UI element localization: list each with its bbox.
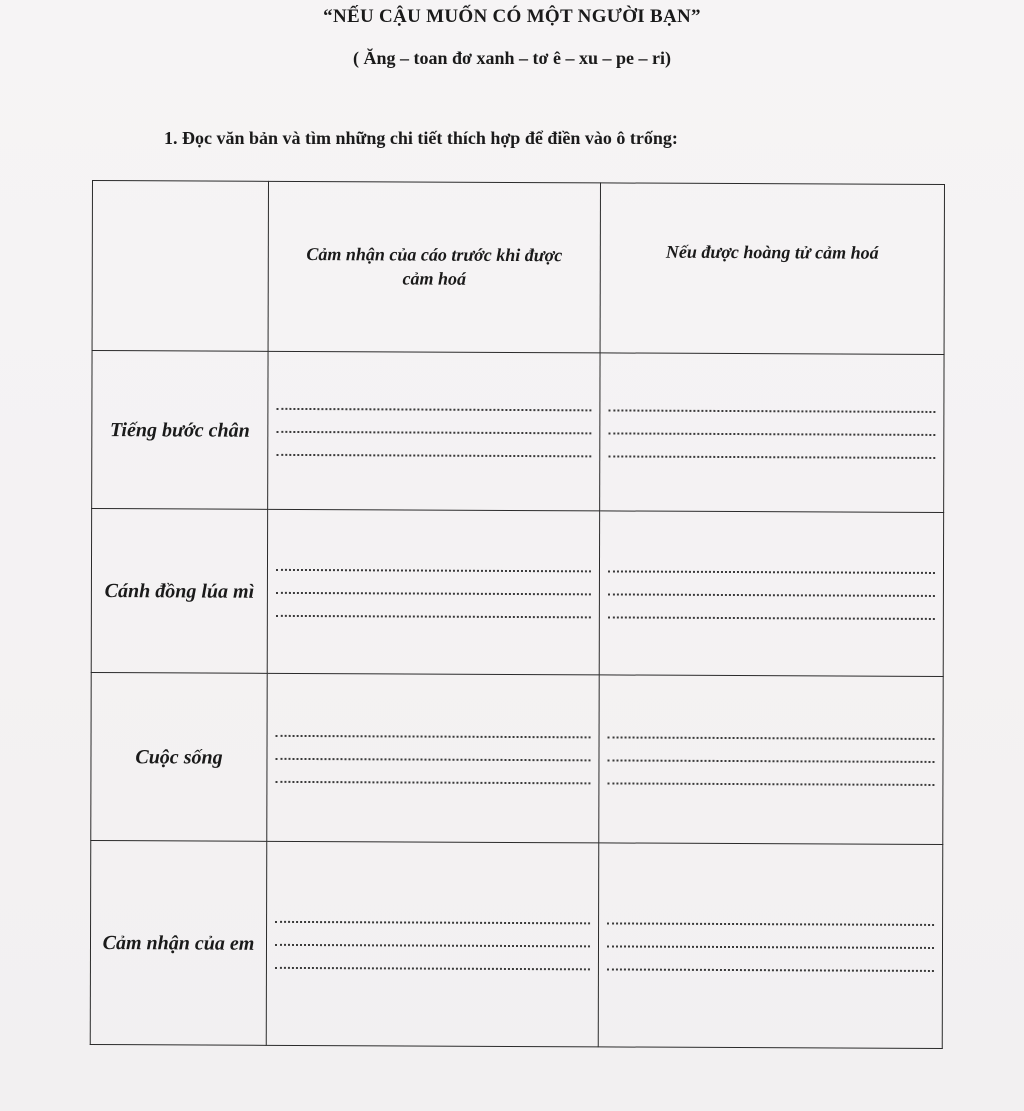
dotted-answer-line[interactable]: [275, 755, 590, 760]
row-label: Tiếng bước chân: [92, 351, 268, 510]
answer-cell[interactable]: [598, 843, 943, 1049]
dotted-answer-line[interactable]: [608, 407, 935, 413]
table-row: [92, 351, 944, 513]
table-header-row: [92, 181, 944, 355]
answer-cell[interactable]: [267, 509, 599, 675]
dotted-answer-line[interactable]: [275, 964, 590, 969]
dotted-answer-line[interactable]: [276, 612, 591, 617]
answer-cell[interactable]: [267, 673, 599, 843]
dotted-answer-line[interactable]: [607, 780, 934, 786]
dotted-answer-line[interactable]: [608, 734, 935, 740]
table-row: [90, 840, 943, 1048]
dotted-answer-line[interactable]: [276, 566, 591, 571]
dotted-answer-line[interactable]: [276, 732, 591, 737]
worksheet-title: “NẾU CẬU MUỐN CÓ MỘT NGƯỜI BẠN”: [323, 6, 701, 27]
answer-cell[interactable]: [599, 675, 943, 845]
author-line: ( Ăng – toan đơ xanh – tơ ê – xu – pe – ri): [353, 48, 671, 68]
dotted-answer-line[interactable]: [607, 920, 934, 926]
dotted-answer-line[interactable]: [608, 614, 935, 620]
table-row: [91, 672, 943, 844]
table-row: [91, 508, 943, 676]
dotted-answer-line[interactable]: [607, 966, 934, 972]
dotted-answer-line[interactable]: [608, 453, 935, 459]
answer-cell[interactable]: [266, 841, 599, 1047]
answer-cell[interactable]: [600, 353, 944, 513]
corner-header: [92, 181, 268, 352]
answer-table: [90, 180, 945, 1049]
dotted-answer-line[interactable]: [607, 757, 934, 763]
dotted-answer-line[interactable]: [607, 943, 934, 949]
row-label: Cảm nhận của em: [90, 840, 267, 1045]
dotted-answer-line[interactable]: [275, 941, 590, 946]
dotted-answer-line[interactable]: [275, 778, 590, 783]
column-header-after: Nếu được hoàng tử cảm hoá: [600, 183, 944, 355]
dotted-answer-line[interactable]: [276, 428, 591, 433]
answer-cell[interactable]: [268, 351, 600, 511]
row-label: Cánh đồng lúa mì: [91, 508, 267, 673]
column-header-before: Cảm nhận của cáo trước khi được cảm hoá: [268, 181, 600, 353]
answer-cell[interactable]: [599, 511, 943, 677]
dotted-answer-line[interactable]: [276, 451, 591, 456]
dotted-answer-line[interactable]: [608, 568, 935, 574]
dotted-answer-line[interactable]: [275, 918, 590, 923]
instruction-text: 1. Đọc văn bản và tìm những chi tiết thích hợp để điền vào ô trống:: [164, 128, 678, 148]
dotted-answer-line[interactable]: [276, 589, 591, 594]
dotted-answer-line[interactable]: [608, 591, 935, 597]
answer-table-container: [90, 180, 944, 1048]
row-label: Cuộc sống: [91, 672, 267, 841]
dotted-answer-line[interactable]: [608, 430, 935, 436]
dotted-answer-line[interactable]: [276, 405, 591, 410]
